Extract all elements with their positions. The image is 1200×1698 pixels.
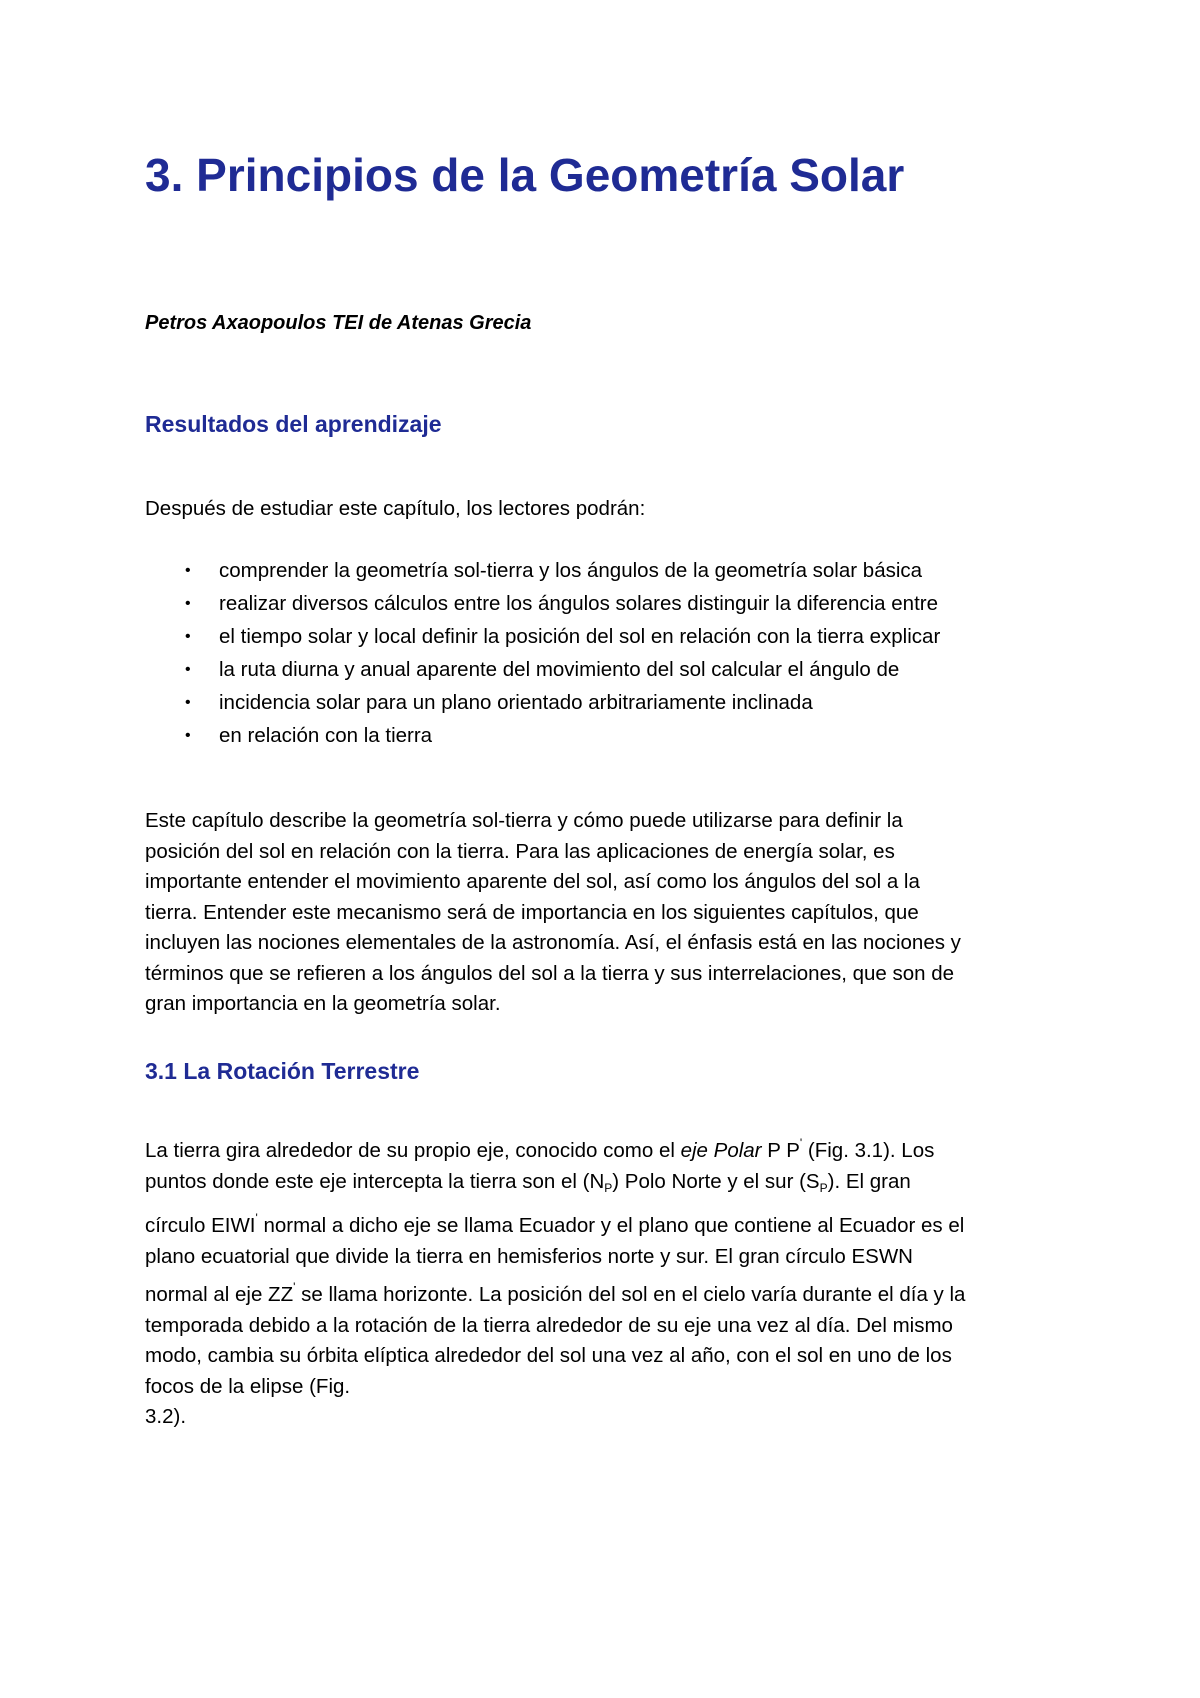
bullet-icon: • xyxy=(185,562,191,579)
bullet-icon: • xyxy=(185,661,191,678)
list-item: • el tiempo solar y local definir la posición del sol en relación con la tierra explicar xyxy=(145,620,940,653)
bullet-icon: • xyxy=(185,595,191,612)
list-item: • incidencia solar para un plano orientado arbitrariamente inclinada xyxy=(145,686,940,719)
author-line: Petros Axaopoulos TEI de Atenas Grecia xyxy=(145,312,532,334)
learning-outcomes-heading: Resultados del aprendizaje xyxy=(145,411,442,437)
bullet-icon: • xyxy=(185,628,191,645)
section-heading: 3.1 La Rotación Terrestre xyxy=(145,1058,420,1084)
list-item: • la ruta diurna y anual aparente del movimiento del sol calcular el ángulo de xyxy=(145,653,940,686)
bullet-icon: • xyxy=(185,727,191,744)
list-item: • realizar diversos cálculos entre los ángulos solares distinguir la diferencia entre xyxy=(145,587,940,620)
learning-outcomes-list xyxy=(145,554,940,752)
list-item: • comprender la geometría sol-tierra y los ángulos de la geometría solar básica xyxy=(145,554,940,587)
bullet-icon: • xyxy=(185,694,191,711)
earth-rotation-paragraph: La tierra gira alrededor de su propio eje, conocido como el eje Polar P P' (Fig. 3.1). Los puntos donde este eje intercepta la tierra son el $(N_P)$ Polo Norte y el sur $(S_P)$. El gran círculo EIWI' normal a dicho eje se llama Ecuador y el plano que contiene al Ecuador es el plano ecuatorial que divide la tierra en hemisferios norte y sur. El gran círculo ESWN normal al eje ZZ' se llama horizonte. La posición del sol en el cielo varía durante el día y la temporada debido a la rotación de la tierra alrededor de su eje una vez al día. Del mismo modo, cambia su órbita elíptica alrededor del sol una vez al año, con el sol en uno de los focos de la elipse (Fig. 3.2). xyxy=(145,1136,966,1428)
page-title: 3. Principios de la Geometría Solar xyxy=(145,149,905,201)
intro-text: Después de estudiar este capítulo, los lectores podrán: xyxy=(145,497,646,520)
list-item: • en relación con la tierra xyxy=(145,719,940,752)
chapter-description-paragraph: Este capítulo describe la geometría sol-tierra y cómo puede utilizarse para definir la posición del sol en relación con la tierra. Para las aplicaciones de energía solar, es importante entender el movimiento aparente del sol, así como los ángulos del sol a la tierra. Entender este mecanismo será de importancia en los siguientes capítulos, que incluyen las nociones elementales de la astronomía. Así, el énfasis está en las nociones y términos que se refieren a los ángulos del sol a la tierra y sus interrelaciones, que son de gran importancia en la geometría solar. xyxy=(145,809,961,1015)
